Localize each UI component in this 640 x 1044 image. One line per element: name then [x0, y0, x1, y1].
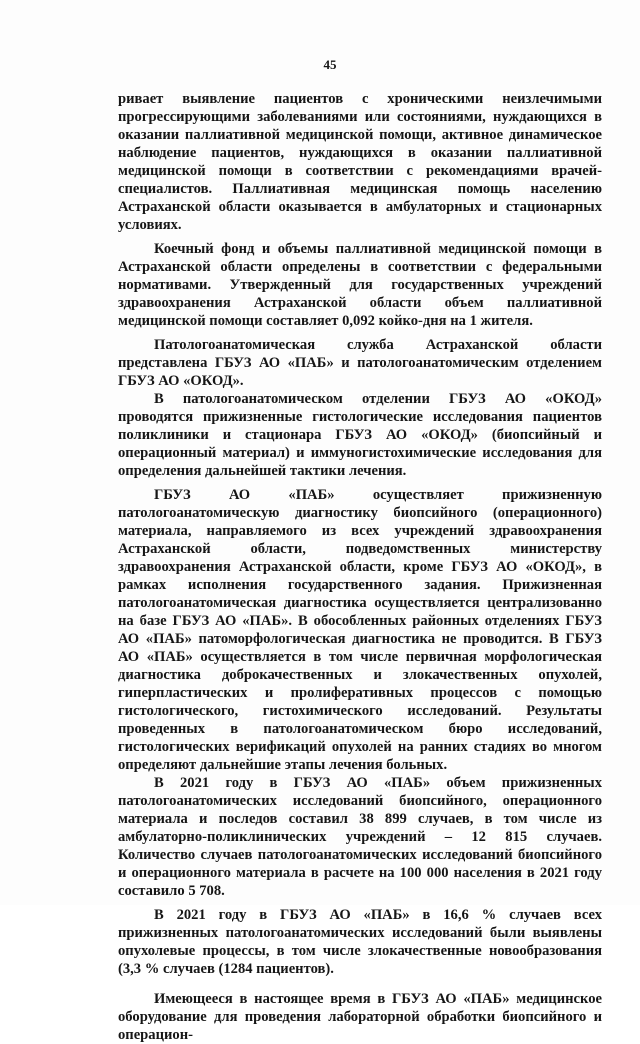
paragraph-pathology-service: Патологоанатомическая служба Астраханской области представлена ГБУЗ АО «ПАБ» и патологоанатомическим отделением ГБУЗ АО «ОКОД». [118, 337, 602, 389]
paragraph-okod-department: В патологоанатомическом отделении ГБУЗ АО «ОКОД» проводятся прижизненные гистологические исследования пациентов поликлиники и стационара ГБУЗ АО «ОКОД» (биопсийный и операционный материал) и иммуногистохимические исследования для определения дальнейшей тактики лечения. [118, 391, 602, 479]
paragraph-2021-volume: В 2021 году в ГБУЗ АО «ПАБ» объем прижизненных патологоанатомических исследований биопсийного, операционного материала и последов составил 38 899 случаев, в том числе из амбулаторно-поликлинических учреждений – 12 815 случаев. Количество случаев патологоанатомических исследований биопсийного и операционного материала в расчете на 100 000 населения в 2021 году составило 5 708. [118, 775, 602, 899]
paragraph-bed-fund: Коечный фонд и объемы паллиативной медицинской помощи в Астраханской области определены в соответствии с федеральными нормативами. Утвержденный для государственных учреждений здравоохранения Астраханской области объем паллиативной медицинской помощи составляет 0,092 койко-дня на 1 жителя. [118, 241, 602, 329]
paragraph-pab-diagnostics: ГБУЗ АО «ПАБ» осуществляет прижизненную патологоанатомическую диагностику биопсийного (операционного) материала, направляемого из всех учреждений здравоохранения Астраханской области, подведомственных министерству здравоохранения Астраханской области, кроме ГБУЗ АО «ОКОД», в рамках исполнения государственного задания. Прижизненная патологоанатомическая диагностика осуществляется централизованно на базе ГБУЗ АО «ПАБ». В обособленных районных отделениях ГБУЗ АО «ПАБ» патоморфологическая диагностика не проводится. В ГБУЗ АО «ПАБ» осуществляется в том числе первичная морфологическая диагностика доброкачественных и злокачественных опухолей, гиперпластических и пролиферативных процессов с помощью гистологического, гистохимического исследований. Результаты проведенных в патологоанатомическом бюро исследований, гистологических верификаций опухолей на ранних стадиях во многом определяют дальнейшие этапы лечения больных. [118, 487, 602, 773]
document-body [118, 90, 602, 1044]
page-number: 45 [323, 57, 337, 72]
paragraph-palliative-care: ривает выявление пациентов с хроническими неизлечимыми прогрессирующими заболеваниями или состояниями, нуждающихся в оказании паллиативной медицинской помощи, активное динамическое наблюдение пациентов, нуждающихся в оказании паллиативной медицинской помощи в соответствии с рекомендациями врачей-специалистов. Паллиативная медицинская помощь населению Астраханской области оказывается в амбулаторных и стационарных условиях. [118, 91, 602, 233]
paragraph-2021-tumors: В 2021 году в ГБУЗ АО «ПАБ» в 16,6 % случаев всех прижизненных патологоанатомических исследований были выявлены опухолевые процессы, в том числе злокачественные новообразования (3,3 % случаев (1284 пациентов). [118, 907, 602, 977]
paragraph-equipment: Имеющееся в настоящее время в ГБУЗ АО «ПАБ» медицинское оборудование для проведения лабораторной обработки биопсийного и операцион- [118, 991, 602, 1043]
